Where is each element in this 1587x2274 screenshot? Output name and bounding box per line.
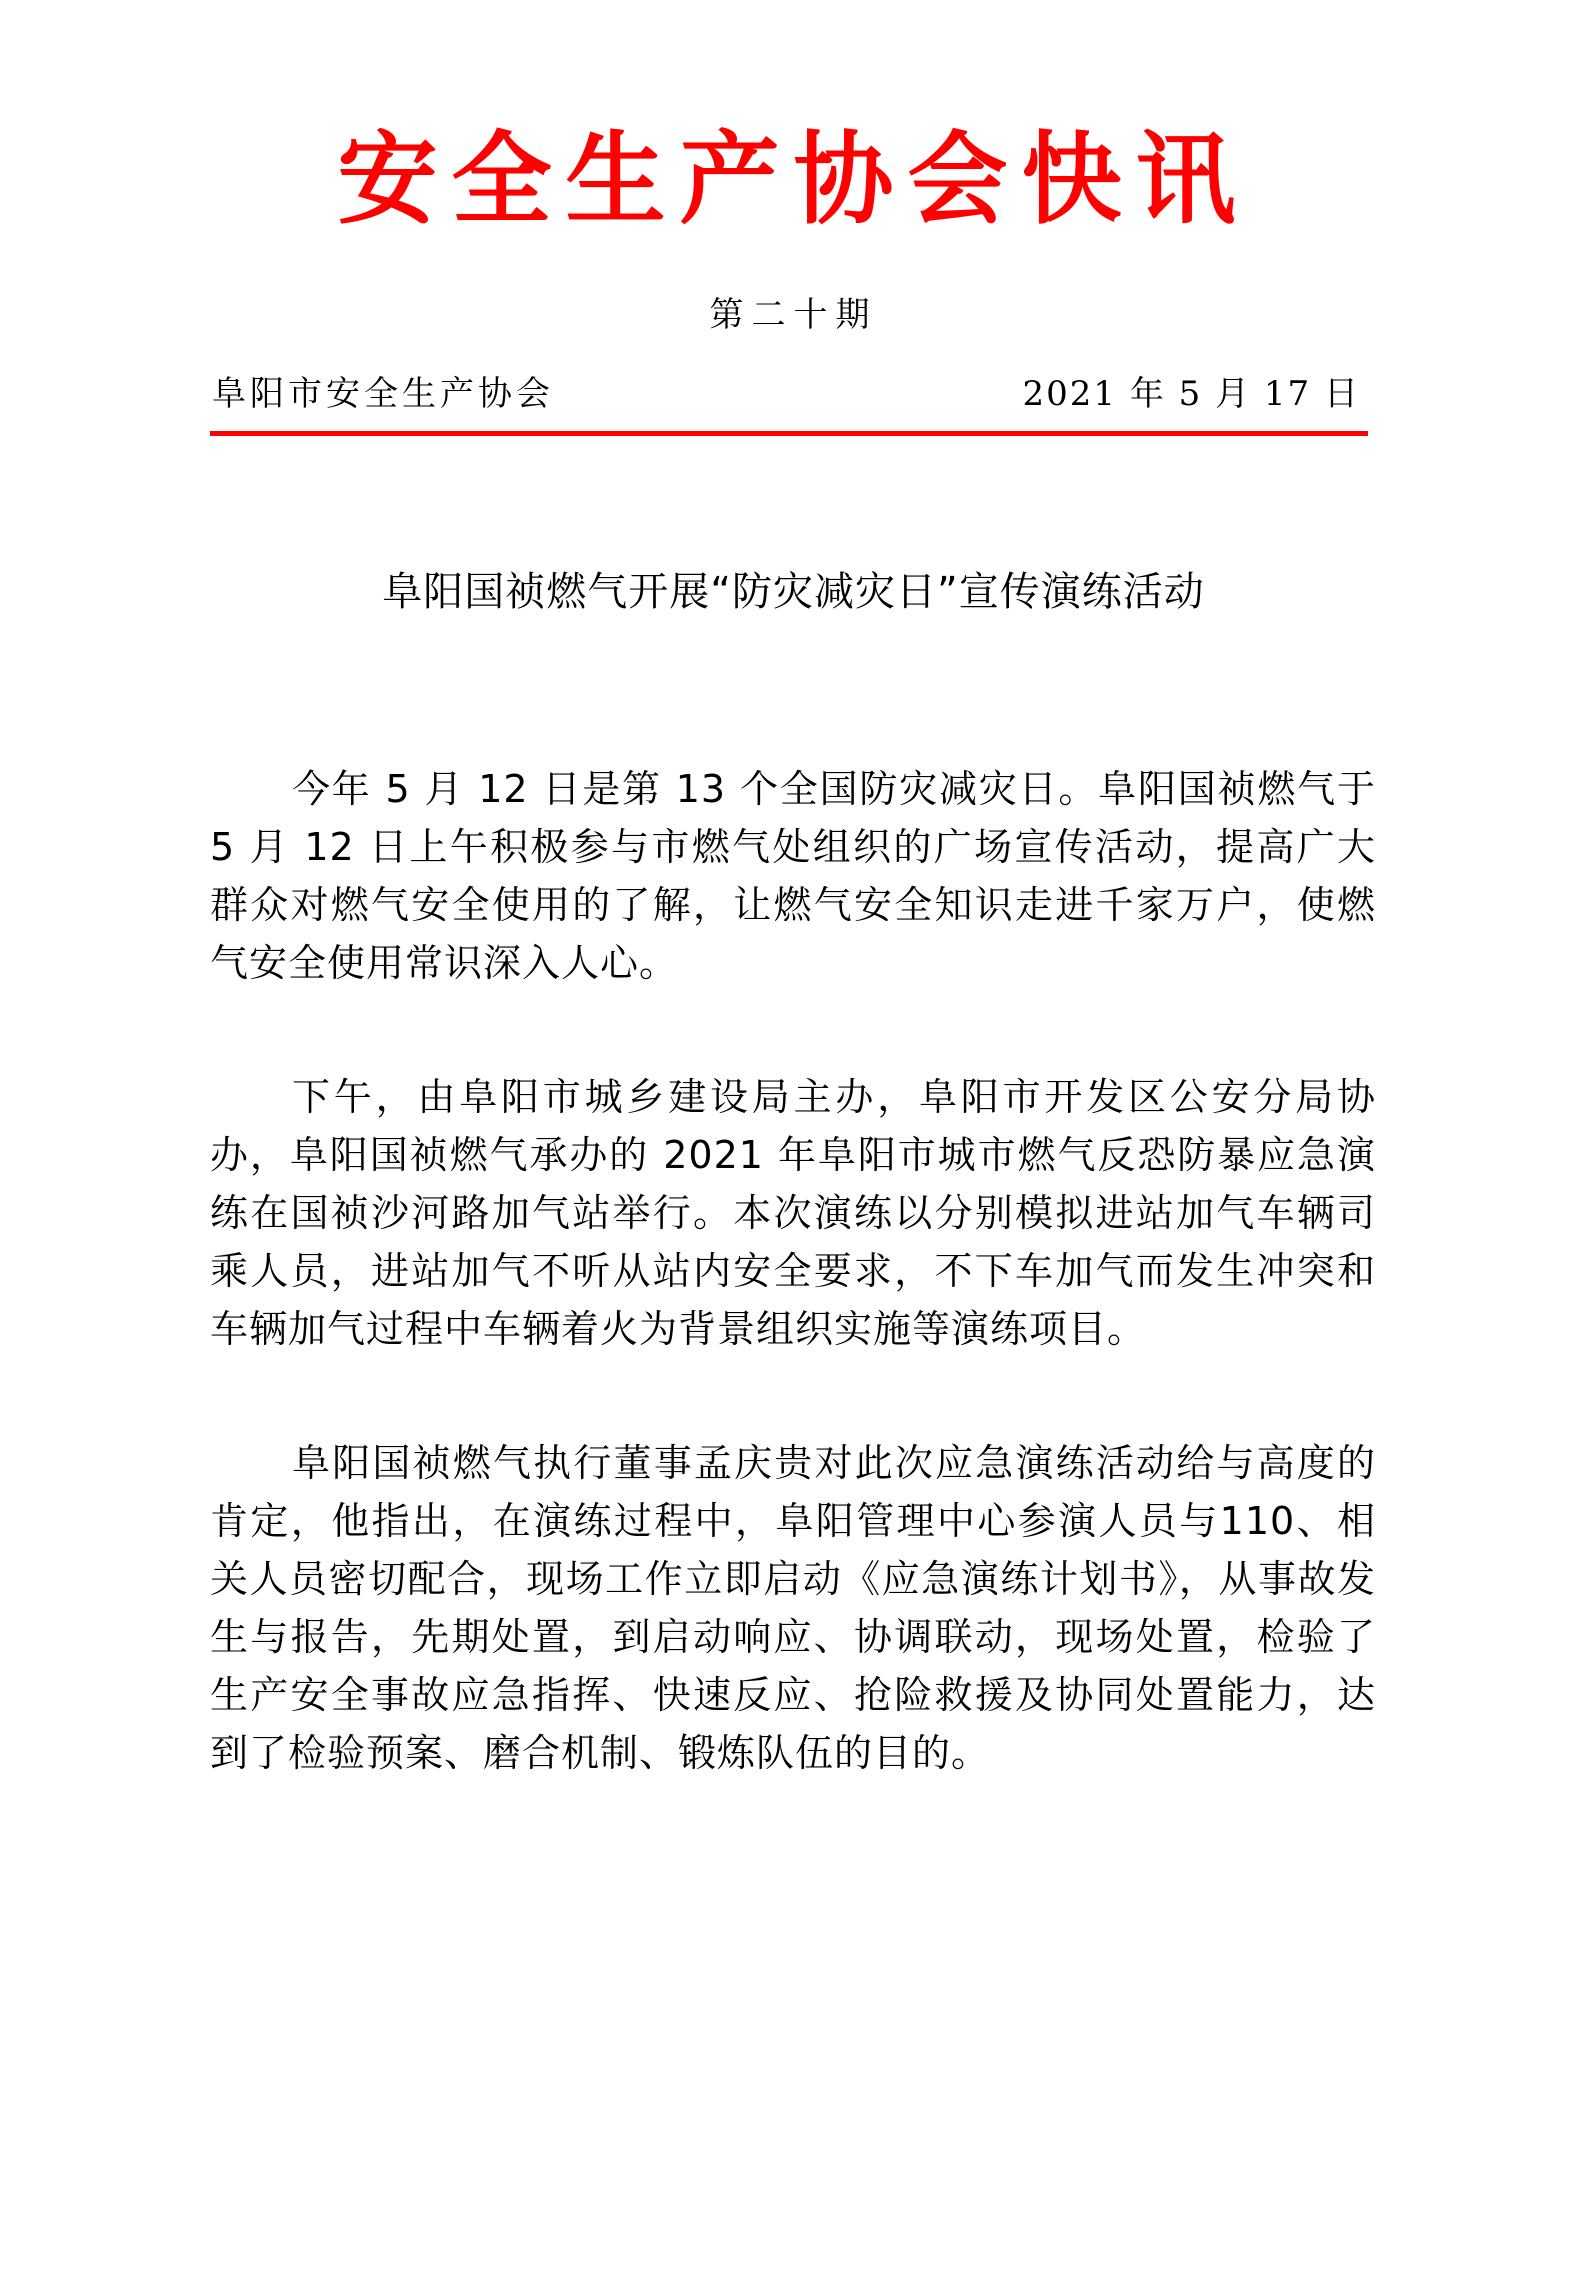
masthead-meta-row [212, 372, 1372, 416]
publication-date: 2021 年 5 月 17 日 [1022, 374, 1360, 414]
article-body [210, 760, 1376, 1782]
organization-name: 阜阳市安全生产协会 [212, 374, 554, 414]
red-divider-rule [210, 431, 1368, 436]
issue-number: 第二十期 [709, 295, 878, 335]
masthead-title: 安全生产协会快讯 [337, 121, 1250, 238]
article-paragraph: 下午，由阜阳市城乡建设局主办，阜阳市开发区公安分局协办，阜阳国祯燃气承办的 2021 年阜阳市城市燃气反恐防暴应急演练在国祯沙河路加气站举行。本次演练以分别模拟进站加气车辆司乘人员，进站加气不听从站内安全要求，不下车加气而发生冲突和车辆加气过程中车辆着火为背景组织实施等演练项目。 [210, 1075, 1376, 1351]
article-paragraph: 阜阳国祯燃气执行董事孟庆贵对此次应急演练活动给与高度的肯定，他指出，在演练过程中，阜阳管理中心参演人员与110、相关人员密切配合，现场工作立即启动《应急演练计划书》，从事故发生与报告，先期处置，到启动响应、协调联动，现场处置，检验了生产安全事故应急指挥、快速反应、抢险救援及协同处置能力，达到了检验预案、磨合机制、锻炼队伍的目的。 [210, 1441, 1376, 1775]
article-title: 阜阳国祯燃气开展“防灾减灾日”宣传演练活动 [382, 569, 1205, 615]
article-paragraph: 今年 5 月 12 日是第 13 个全国防灾减灾日。阜阳国祯燃气于 5 月 12 日上午积极参与市燃气处组织的广场宣传活动，提高广大群众对燃气安全使用的了解，让燃气安全知识走进千家万户，使燃气安全使用常识深入人心。 [210, 767, 1376, 985]
